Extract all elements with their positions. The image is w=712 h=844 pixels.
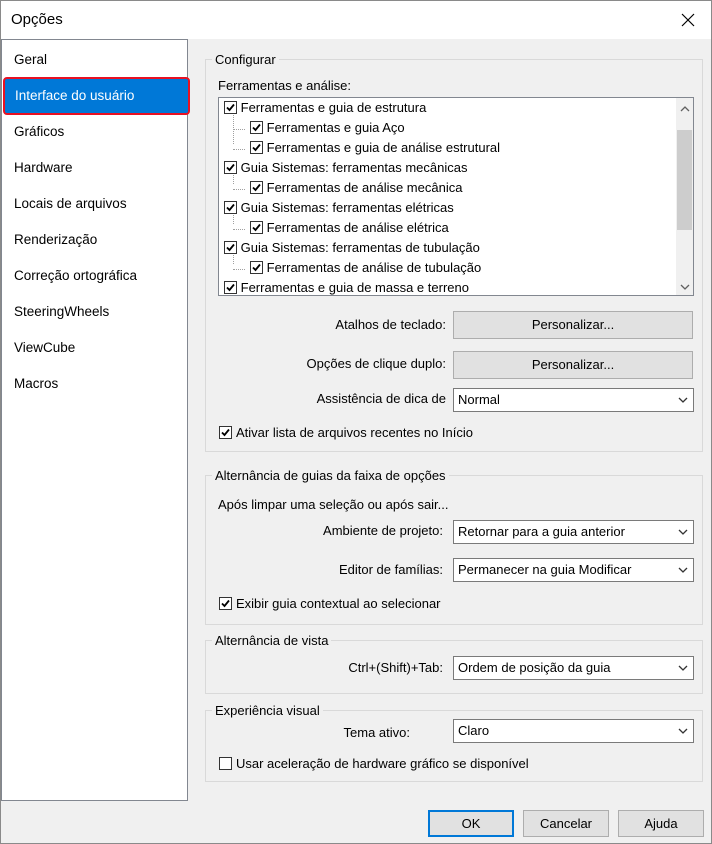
tooltip-value: Normal [458,392,500,407]
check-icon [225,162,236,173]
tree-item[interactable] [224,238,480,258]
contextual-tab-checkbox[interactable] [219,596,441,612]
check-icon [220,598,231,609]
window-title: Opções [11,11,63,28]
tree-scrollbar[interactable] [676,98,693,295]
tree-item-label: Ferramentas e guia de análise estrutural [266,140,501,155]
sidebar-item-label: Interface do usuário [15,88,135,103]
doubleclick-customize-button[interactable]: Personalizar... [453,351,693,379]
checkbox[interactable] [250,121,263,134]
checkbox[interactable] [219,426,232,439]
shortcuts-label: Atalhos de teclado: [335,317,446,332]
close-icon [681,13,695,27]
sidebar-item-graficos[interactable] [2,114,187,150]
scroll-up-button[interactable] [676,100,693,117]
sidebar-item-label: Locais de arquivos [14,196,127,211]
sidebar-item-macros[interactable] [2,366,187,402]
tree-item-label: Guia Sistemas: ferramentas elétricas [240,200,454,215]
checkbox[interactable] [224,161,237,174]
tree-item-label: Ferramentas de análise elétrica [266,220,449,235]
chevron-up-icon [680,106,690,112]
check-icon [251,262,262,273]
sidebar-item-label: Hardware [14,160,73,175]
group-title: Configurar [212,52,279,67]
chevron-down-icon [677,559,689,581]
sidebar-item-label: Gráficos [14,124,65,139]
tree-line [233,129,245,130]
doubleclick-label: Opções de clique duplo: [306,356,446,371]
checkbox[interactable] [224,241,237,254]
tree-item[interactable] [224,278,469,296]
sidebar-item-hardware[interactable] [2,150,187,186]
tree-line [233,269,245,270]
sidebar-item-steeringwheels[interactable] [2,294,187,330]
tree-item-label: Ferramentas de análise de tubulação [266,260,482,275]
sidebar-item-interface[interactable] [4,78,189,114]
sidebar-item-label: Correção ortográfica [14,268,138,283]
tree-item[interactable] [224,198,454,218]
help-button[interactable]: Ajuda [618,810,704,837]
tools-label: Ferramentas e análise: [218,78,351,93]
view-switch-select[interactable] [453,656,694,680]
contextual-label: Exibir guia contextual ao selecionar [236,596,441,611]
checkbox[interactable] [224,101,237,114]
tree-item[interactable] [224,98,426,118]
sidebar-item-locais[interactable] [2,186,187,222]
check-icon [251,122,262,133]
tree-item-label: Ferramentas e guia de massa e terreno [240,280,469,295]
family-editor-select[interactable] [453,558,694,582]
checkbox[interactable] [250,141,263,154]
view-switch-value: Ordem de posição da guia [458,660,611,675]
group-title: Experiência visual [212,703,323,718]
project-env-select[interactable] [453,520,694,544]
tree-line [233,149,245,150]
sidebar-item-label: SteeringWheels [14,304,110,319]
checkbox[interactable] [250,181,263,194]
scroll-down-button[interactable] [676,278,693,295]
tree-line [233,189,245,190]
check-icon [251,142,262,153]
category-list [1,39,188,801]
check-icon [225,102,236,113]
sidebar-item-correcao[interactable] [2,258,187,294]
tree-item-label: Ferramentas e guia Aço [266,120,405,135]
sidebar-item-renderizacao[interactable] [2,222,187,258]
sidebar-item-label: Macros [14,376,59,391]
checkbox[interactable] [250,221,263,234]
chevron-down-icon [680,284,690,290]
group-title: Alternância de guias da faixa de opções [212,468,449,483]
cancel-button[interactable]: Cancelar [523,810,609,837]
chevron-down-icon [677,521,689,543]
tree-item-label: Guia Sistemas: ferramentas de tubulação [240,240,480,255]
checkbox[interactable] [224,201,237,214]
chevron-down-icon [677,389,689,411]
check-icon [251,182,262,193]
sidebar-item-geral[interactable] [2,42,187,78]
family-editor-label: Editor de famílias: [338,562,443,577]
tree-item[interactable] [250,178,462,198]
theme-label: Tema ativo: [343,725,410,740]
sidebar-item-label: Geral [14,52,48,67]
project-env-label: Ambiente de projeto: [323,523,443,538]
after-clear-label: Após limpar uma seleção ou após sair... [218,497,449,512]
tree-item-label: Guia Sistemas: ferramentas mecânicas [240,160,468,175]
recent-files-label: Ativar lista de arquivos recentes no Início [236,425,474,440]
tooltip-label: Assistência de dica de [316,391,446,406]
tooltip-select[interactable] [453,388,694,412]
tree-item[interactable] [250,218,449,238]
close-button[interactable] [665,1,711,39]
hw-accel-label: Usar aceleração de hardware gráfico se disponível [236,756,529,771]
project-env-value: Retornar para a guia anterior [458,524,625,539]
tree-item[interactable] [224,158,468,178]
sidebar-item-label: ViewCube [14,340,76,355]
tree-item[interactable] [250,138,500,158]
recent-files-checkbox[interactable] [219,425,473,441]
title-bar [1,1,711,39]
checkbox[interactable] [250,261,263,274]
sidebar-item-viewcube[interactable] [2,330,187,366]
hw-accel-checkbox[interactable] [219,756,529,772]
tree-item-label: Ferramentas de análise mecânica [266,180,463,195]
theme-select[interactable] [453,719,694,743]
tree-line [233,229,245,230]
checkbox[interactable] [219,757,232,770]
tree-item[interactable] [250,118,405,138]
family-editor-value: Permanecer na guia Modificar [458,562,632,577]
check-icon [251,222,262,233]
check-icon [220,427,231,438]
chevron-down-icon [677,657,689,679]
tools-tree [218,97,694,296]
theme-value: Claro [458,723,490,738]
check-icon [225,282,236,293]
checkbox[interactable] [224,281,237,294]
view-switch-shortcut-label: Ctrl+(Shift)+Tab: [348,660,443,675]
scroll-thumb[interactable] [677,130,692,230]
shortcuts-customize-button[interactable]: Personalizar... [453,311,693,339]
check-icon [225,202,236,213]
sidebar-item-label: Renderização [14,232,98,247]
tree-item[interactable] [250,258,481,278]
tree-item-label: Ferramentas e guia de estrutura [240,100,427,115]
checkbox[interactable] [219,597,232,610]
group-title: Alternância de vista [212,633,331,648]
ok-button[interactable]: OK [428,810,514,837]
chevron-down-icon [677,720,689,742]
check-icon [225,242,236,253]
